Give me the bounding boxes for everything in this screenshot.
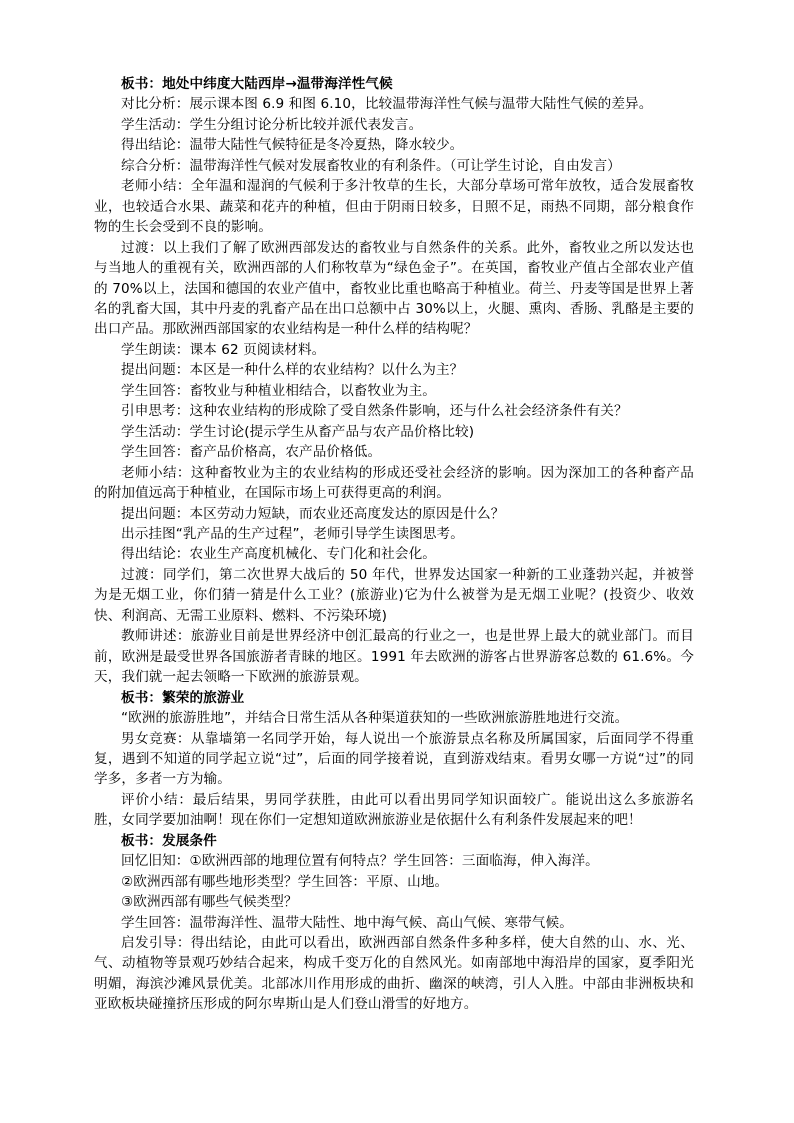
paragraph: “欧洲的旅游胜地”，并结合日常生活从各种渠道获知的一些欧洲旅游胜地进行交流。 <box>121 710 629 727</box>
paragraph: 回忆旧知：①欧洲西部的地理位置有何特点？学生回答：三面临海，伸入海洋。 <box>121 853 599 870</box>
paragraph: 提出问题：本区劳动力短缺，而农业还高度发达的原因是什么？ <box>121 505 505 522</box>
paragraph: 得出结论：农业生产高度机械化、专门化和社会化。 <box>121 546 436 563</box>
paragraph: 教师讲述：旅游业目前是世界经济中创汇最高的行业之一，也是世界上最大的就业部门。而目前，欧洲是最受世界各国旅游者青睐的地区。1991 年去欧洲的游客占世界游客总数的 61.6%。今天，我们就一起去领略一下欧洲的旅游景观。 <box>94 628 694 686</box>
paragraph: 综合分析：温带海洋性气候对发展畜牧业的有利条件。（可让学生讨论，自由发言） <box>121 157 621 174</box>
paragraph: 学生回答：畜牧业与种植业相结合，以畜牧业为主。 <box>121 382 436 399</box>
paragraph: 启发引导：得出结论，由此可以看出，欧洲西部自然条件多种多样，使大自然的山、水、光、气、动植物等景观巧妙结合起来，构成千变万化的自然风光。如南部地中海沿岸的国家，夏季阳光明媚，海滨沙滩风景优美。北部冰川作用形成的曲折、幽深的峡湾，引人入胜。中部由非洲板块和亚欧板块碰撞挤压形成的阿尔卑斯山是人们登山滑雪的好地方。 <box>94 935 694 1013</box>
paragraph: ③欧洲西部有哪些气候类型？ <box>121 894 298 911</box>
paragraph: 老师小结：全年温和湿润的气候利于多汁牧草的生长，大部分草场可常年放牧，适合发展畜牧业，也较适合水果、蔬菜和花卉的种植，但由于阴雨日较多，日照不足，雨热不同期，部分粮食作物的生长会受到不良的影响。 <box>94 178 694 236</box>
paragraph: 老师小结：这种畜牧业为主的农业结构的形成还受社会经济的影响。因为深加工的各种畜产品的附加值远高于种植业，在国际市场上可获得更高的利润。 <box>94 464 694 502</box>
paragraph: 男女竞赛：从靠墙第一名同学开始，每人说出一个旅游景点名称及所属国家，后面同学不得重复，遇到不知道的同学起立说“过”，后面的同学接着说，直到游戏结束。看男女哪一方说“过”的同学多，多者一方为输。 <box>94 730 694 788</box>
board-heading: 板书：地处中纬度大陆西岸→温带海洋性气候 <box>121 76 393 92</box>
paragraph: 评价小结：最后结果，男同学获胜，由此可以看出男同学知识面较广。能说出这么多旅游名胜，女同学要加油啊！现在你们一定想知道欧洲旅游业是依据什么有利条件发展起来的吧！ <box>94 791 694 829</box>
paragraph: 过渡：同学们，第二次世界大战后的 50 年代，世界发达国家一种新的工业蓬勃兴起，并被誉为是无烟工业，你们猜一猜是什么工业？(旅游业)它为什么被誉为是无烟工业呢？(投资少、收效快、利润高、无需工业原料、燃料、不污染环境) <box>94 566 694 624</box>
paragraph: 学生活动：学生讨论(提示学生从畜产品与农产品价格比较) <box>121 423 475 440</box>
paragraph: 过渡：以上我们了解了欧洲西部发达的畜牧业与自然条件的关系。此外，畜牧业之所以发达也与当地人的重视有关，欧洲西部的人们称牧草为“绿色金子”。在英国，畜牧业产值占全部农业产值的 70%以上，法国和德国的农业产值中，畜牧业比重也略高于种植业。荷兰、丹麦等国是世界上著名的乳畜大国，其中丹麦的乳畜产品在出口总额中占 30%以上，火腿、熏肉、香肠、乳酪是主要的出口产品。那欧洲西部国家的农业结构是一种什么样的结构呢？ <box>94 239 694 338</box>
board-heading: 板书：发展条件 <box>121 832 217 849</box>
document-body <box>94 74 694 1015</box>
paragraph: 学生朗读：课本 62 页阅读材料。 <box>121 341 326 358</box>
paragraph: 提出问题：本区是一种什么样的农业结构？以什么为主？ <box>121 362 464 379</box>
paragraph: 引申思考：这种农业结构的形成除了受自然条件影响，还与什么社会经济条件有关？ <box>121 403 628 420</box>
paragraph: 对比分析：展示课本图 6.9 和图 6.10，比较温带海洋性气候与温带大陆性气候的差异。 <box>121 96 653 113</box>
paragraph: 学生活动：学生分组讨论分析比较并派代表发言。 <box>121 116 423 133</box>
paragraph: 得出结论：温带大陆性气候特征是冬冷夏热，降水较少。 <box>121 137 464 154</box>
paragraph: 出示挂图“乳产品的生产过程”，老师引导学生读图思考。 <box>121 525 464 542</box>
paragraph: 学生回答：畜产品价格高，农产品价格低。 <box>121 444 382 461</box>
board-heading: 板书：繁荣的旅游业 <box>121 689 245 706</box>
paragraph: ②欧洲西部有哪些地形类型？学生回答：平原、山地。 <box>121 873 449 890</box>
paragraph: 学生回答：温带海洋性、温带大陆性、地中海气候、高山气候、寒带气候。 <box>121 914 573 931</box>
